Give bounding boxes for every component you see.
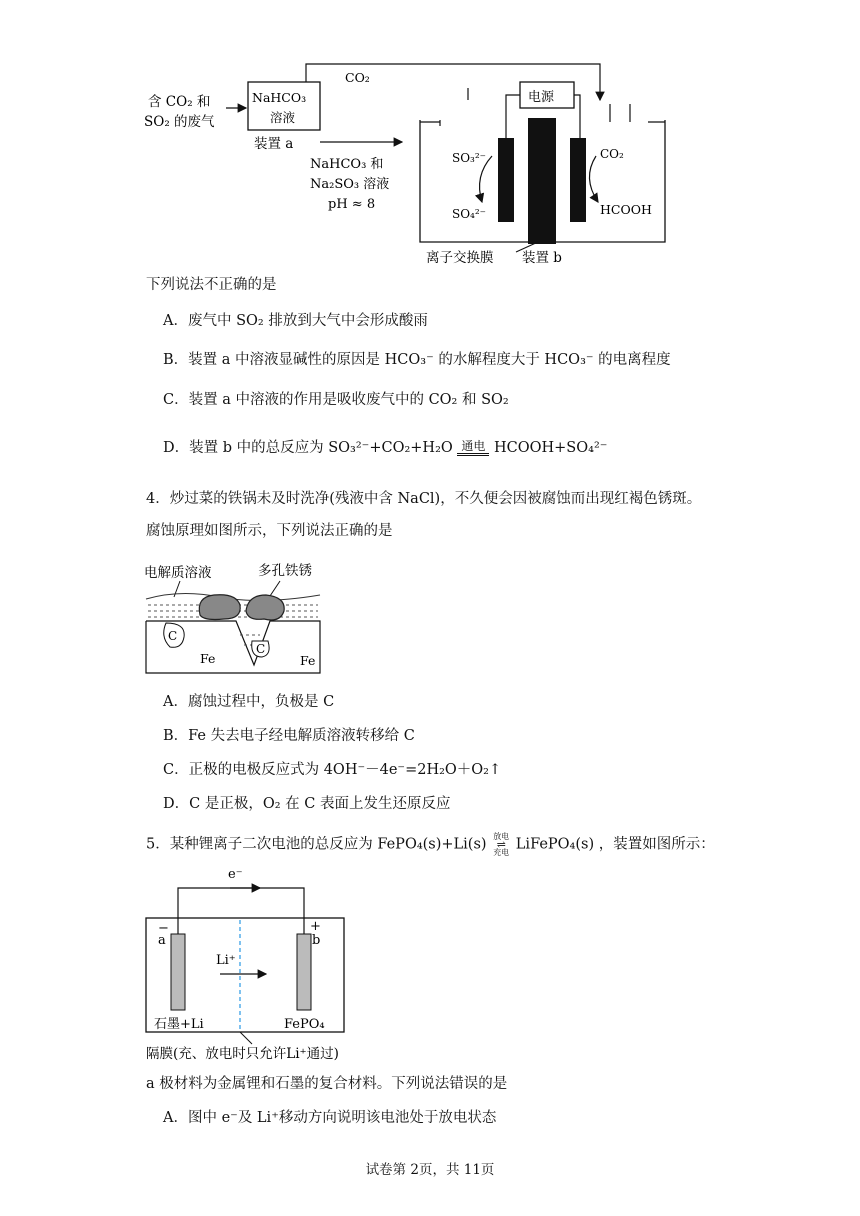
q5-reversible-arrow: 放电 ⇌ 充电 bbox=[493, 832, 510, 857]
fig3-minus: − bbox=[158, 921, 169, 936]
fig2-fe1: Fe bbox=[200, 651, 216, 666]
q3-d-condition: 通电 bbox=[461, 439, 486, 453]
q5-arrow-top: 放电 bbox=[493, 832, 510, 841]
q3-option-d bbox=[163, 438, 607, 458]
fig2-fe2: Fe bbox=[300, 653, 316, 668]
q3-option-b: B．装置 a 中溶液显碱性的原因是 HCO₃⁻ 的水解程度大于 HCO₃⁻ 的电离程度 bbox=[163, 352, 671, 368]
q5-after: a 极材料为金属锂和石墨的复合材料。下列说法错误的是 bbox=[146, 1076, 508, 1092]
fig1-so4: SO₄²⁻ bbox=[452, 207, 487, 221]
q5-stem-post: LiFePO₄(s) ，装置如图所示： bbox=[515, 836, 715, 853]
fig1-box-a-line1: NaHCO₃ bbox=[252, 90, 307, 105]
q4-option-c: C．正极的电极反应式为 4OH⁻－4e⁻=2H₂O＋O₂↑ bbox=[163, 762, 502, 778]
q3-option-a: A．废气中 SO₂ 排放到大气中会形成酸雨 bbox=[163, 313, 428, 329]
battery-diagram bbox=[140, 860, 420, 1064]
fig2-c2: C bbox=[256, 642, 266, 656]
fig1-feed-line1: NaHCO₃ 和 bbox=[310, 157, 384, 172]
page-footer: 试卷第 2页，共 11页 bbox=[365, 1162, 495, 1178]
q4-stem-1: 4．炒过菜的铁锅未及时洗净(残液中含 NaCl)，不久便会因被腐蚀而出现红褐色锈斑。 bbox=[146, 491, 702, 507]
fig3-li: Li⁺ bbox=[216, 953, 236, 968]
fig1-co2-top: CO₂ bbox=[345, 70, 370, 85]
fig1-power: 电源 bbox=[528, 90, 555, 105]
fig1-membrane: 离子交换膜 bbox=[426, 250, 494, 266]
fig1-device-b: 装置 b bbox=[522, 250, 562, 266]
fig3-left-mat: 石墨+Li bbox=[154, 1017, 204, 1032]
q3-stem: 下列说法不正确的是 bbox=[146, 277, 277, 293]
q4-stem-2: 腐蚀原理如图所示，下列说法正确的是 bbox=[146, 523, 393, 539]
fig3-e: e⁻ bbox=[228, 867, 243, 882]
fig3-a: a bbox=[158, 933, 166, 948]
q3-d-pre: D．装置 b 中的总反应为 SO₃²⁻+CO₂+H₂O bbox=[163, 440, 453, 456]
q5-arrow-bottom: 充电 bbox=[493, 848, 510, 857]
q3-d-post: HCOOH+SO₄²⁻ bbox=[494, 440, 608, 456]
fig1-box-a-line2: 溶液 bbox=[270, 110, 296, 125]
q5-stem-pre: 5．某种锂离子二次电池的总反应为 FePO₄(s)+Li(s) bbox=[146, 836, 487, 853]
q4-option-a: A．腐蚀过程中，负极是 C bbox=[163, 694, 335, 710]
fig1-feed-line2: Na₂SO₃ 溶液 bbox=[310, 177, 390, 192]
q4-option-b: B．Fe 失去电子经电解质溶液转移给 C bbox=[163, 728, 415, 744]
fig3-plus: + bbox=[310, 919, 321, 934]
fig2-c1: C bbox=[168, 629, 178, 643]
fig1-so3: SO₃²⁻ bbox=[452, 151, 487, 165]
fig1-co2-right: CO₂ bbox=[600, 147, 624, 161]
fig1-gas-line1: 含 CO₂ 和 bbox=[148, 94, 211, 110]
q5-option-a: A．图中 e⁻及 Li⁺移动方向说明该电池处于放电状态 bbox=[163, 1110, 497, 1126]
fig3-right-mat: FePO₄ bbox=[284, 1017, 325, 1032]
q5-stem bbox=[146, 832, 715, 857]
fig2-rust: 多孔铁锈 bbox=[258, 563, 312, 579]
q3-option-c: C．装置 a 中溶液的作用是吸收废气中的 CO₂ 和 SO₂ bbox=[163, 392, 509, 408]
fig3-separator: 隔膜(充、放电时只允许Li⁺通过) bbox=[146, 1046, 339, 1062]
fig3-b: b bbox=[312, 933, 321, 948]
electrolysis-diagram bbox=[130, 52, 690, 267]
q4-option-d: D．C 是正极，O₂ 在 C 表面上发生还原反应 bbox=[163, 796, 451, 812]
fig1-feed-line3: pH ≈ 8 bbox=[328, 197, 376, 212]
fig1-device-a: 装置 a bbox=[254, 136, 294, 152]
fig2-electrolyte: 电解质溶液 bbox=[144, 565, 212, 581]
fig1-hcooh: HCOOH bbox=[600, 202, 652, 217]
fig1-gas-line2: SO₂ 的废气 bbox=[144, 114, 215, 130]
corrosion-diagram bbox=[140, 557, 340, 679]
